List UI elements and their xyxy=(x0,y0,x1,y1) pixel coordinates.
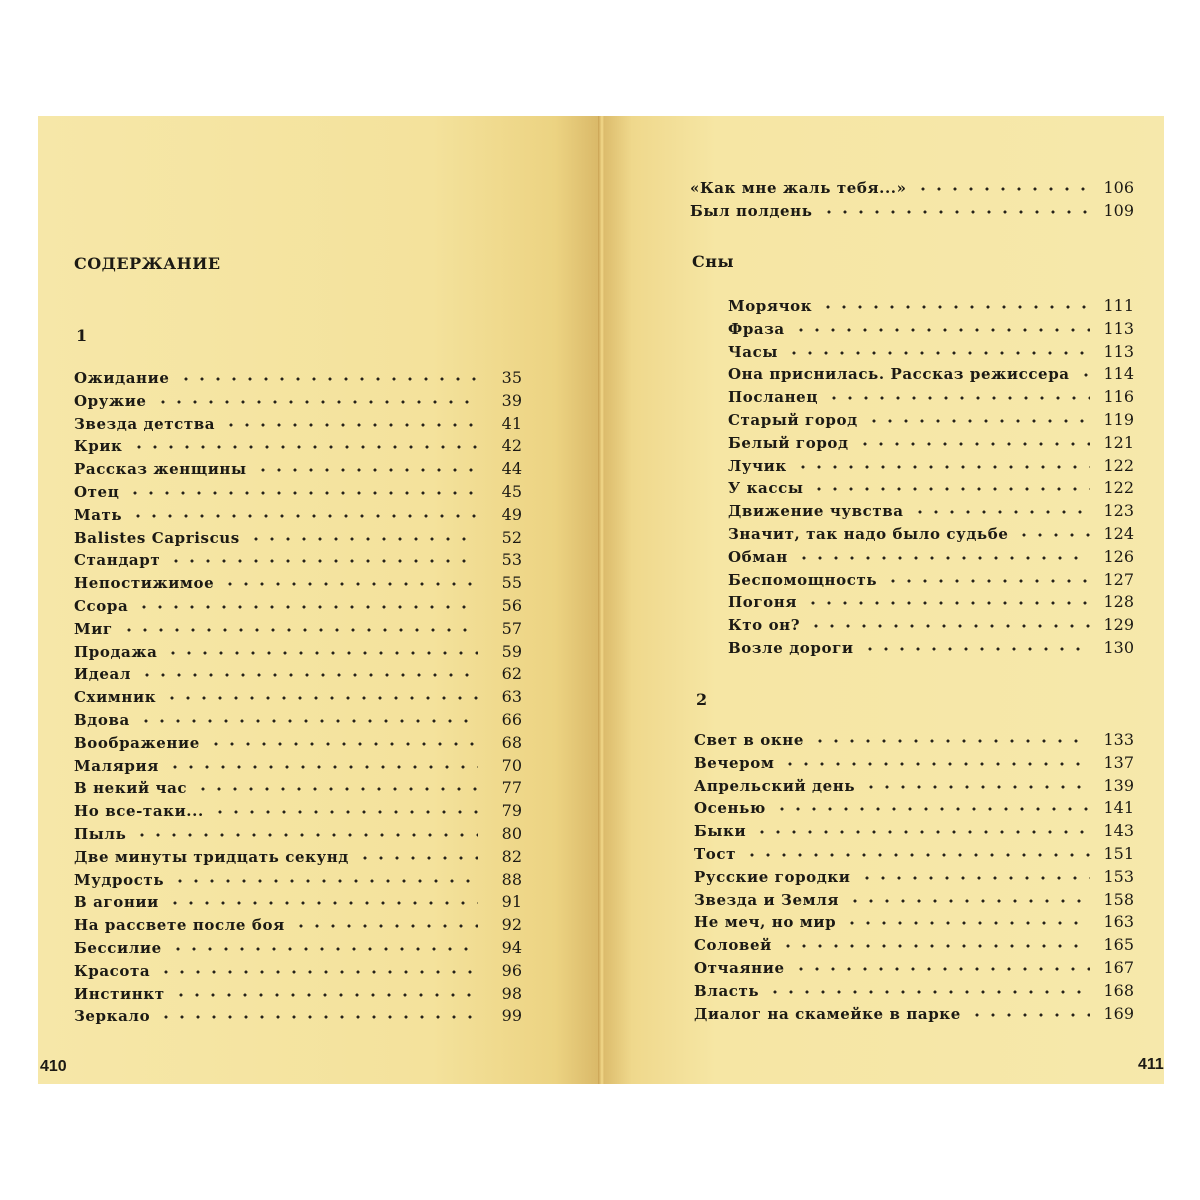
toc-entry-title: Возле дороги xyxy=(728,638,854,657)
toc-entry-page: 143 xyxy=(1103,821,1134,841)
dot-leader xyxy=(222,582,478,586)
toc-entry-title: Две минуты тридцать секунд xyxy=(74,847,349,866)
left-page xyxy=(38,116,600,1084)
toc-entry-title: Но все-таки... xyxy=(74,802,204,821)
toc-entry-title: Крик xyxy=(74,437,123,456)
dot-leader xyxy=(915,187,1090,191)
toc-entry-page: 153 xyxy=(1103,866,1134,886)
dot-leader xyxy=(767,990,1090,994)
contents-heading: СОДЕРЖАНИЕ xyxy=(74,254,221,273)
toc-entry-title: Рассказ женщины xyxy=(74,460,247,479)
toc-entry xyxy=(74,915,522,938)
toc-entry-title: Морячок xyxy=(728,297,813,315)
toc-entry-page: 122 xyxy=(1103,478,1134,498)
toc-entry xyxy=(728,501,1134,524)
toc-entry-title: Движение чувства xyxy=(728,502,904,521)
toc-entry-title: Часы xyxy=(728,342,778,361)
toc-entry xyxy=(74,778,522,801)
toc-entry-title: На рассвете после боя xyxy=(74,916,285,935)
toc-entry xyxy=(694,935,1134,958)
toc-entry-title: В агонии xyxy=(74,893,159,912)
dot-leader xyxy=(812,739,1090,743)
toc-entry-page: 80 xyxy=(501,823,522,843)
toc-entry-title: Зеркало xyxy=(74,1007,151,1026)
toc-entry-page: 116 xyxy=(1103,387,1134,407)
toc-entry-title: Малярия xyxy=(74,756,159,775)
dot-leader xyxy=(820,305,1090,309)
toc-entry-page: 139 xyxy=(1103,775,1134,795)
toc-entry xyxy=(728,615,1134,638)
toc-entry xyxy=(694,981,1134,1004)
dot-leader xyxy=(808,624,1090,628)
dot-leader xyxy=(167,901,478,905)
toc-entry xyxy=(728,524,1134,547)
toc-entry-page: 124 xyxy=(1103,523,1134,543)
toc-entry xyxy=(74,984,522,1007)
dot-leader xyxy=(212,810,478,814)
toc-entry xyxy=(74,436,522,459)
toc-entry-page: 91 xyxy=(501,892,522,912)
toc-entry-page: 133 xyxy=(1103,730,1134,749)
toc-entry-page: 151 xyxy=(1103,843,1134,863)
toc-entry-title: Звезда детства xyxy=(74,414,216,433)
dot-leader xyxy=(139,673,478,677)
toc-entry xyxy=(728,456,1134,479)
toc-entry xyxy=(74,892,522,915)
toc-entry xyxy=(74,961,522,984)
toc-entry-title: Продажа xyxy=(74,642,158,661)
toc-entry xyxy=(74,870,522,893)
dot-leader xyxy=(863,785,1090,789)
toc-entry xyxy=(74,642,522,665)
toc-entry xyxy=(694,753,1134,776)
toc-entry xyxy=(694,730,1134,753)
toc-entry-page: 98 xyxy=(501,983,522,1003)
toc-entry-page: 163 xyxy=(1103,912,1134,932)
toc-entry-page: 94 xyxy=(501,937,522,957)
toc-entry-title: Свет в окне xyxy=(694,731,805,749)
toc-entry-title: Схимник xyxy=(74,688,157,707)
toc-entry-title: Миг xyxy=(74,619,113,638)
toc-entry-title: Посланец xyxy=(728,388,819,407)
dot-leader xyxy=(857,442,1090,446)
dot-leader xyxy=(134,833,478,837)
dot-leader xyxy=(1016,533,1090,537)
toc-entry-title: Диалог на скамейке в парке xyxy=(694,1004,961,1023)
toc-entry-title: Бессилие xyxy=(74,938,162,957)
toc-entry-title: Отчаяние xyxy=(694,958,785,977)
toc-entry xyxy=(74,664,522,687)
toc-entry-title: Беспомощность xyxy=(728,570,878,589)
dot-leader xyxy=(805,601,1090,605)
toc-entry-title: Погоня xyxy=(728,593,798,612)
dot-leader xyxy=(178,377,478,381)
dot-leader xyxy=(165,651,478,655)
toc-entry-page: 168 xyxy=(1103,980,1134,1000)
dot-leader xyxy=(786,351,1090,355)
toc-entry-title: Мать xyxy=(74,505,123,524)
sny-heading: Сны xyxy=(692,252,734,271)
toc-entry-page: 127 xyxy=(1103,569,1134,589)
dot-leader xyxy=(357,856,478,860)
toc-entry-title: Старый город xyxy=(728,410,858,429)
toc-entry-page: 122 xyxy=(1103,455,1134,475)
toc-entry-page: 111 xyxy=(1103,296,1134,315)
toc-entry-title: Красота xyxy=(74,961,151,980)
toc-entry-page: 49 xyxy=(501,504,522,524)
toc-entry xyxy=(728,638,1134,661)
toc-entry-title: Стандарт xyxy=(74,551,161,570)
toc-entry xyxy=(74,710,522,733)
toc-entry-page: 39 xyxy=(501,390,522,410)
dot-leader xyxy=(223,423,478,427)
toc-entry-title: Вдова xyxy=(74,710,130,729)
toc-entry xyxy=(728,319,1134,342)
toc-entry xyxy=(74,938,522,961)
toc-entry-page: 53 xyxy=(501,550,522,570)
toc-entry xyxy=(694,890,1134,913)
toc-entry xyxy=(74,687,522,710)
dot-leader xyxy=(121,628,478,632)
book-spread xyxy=(38,116,1164,1084)
toc-entry-page: 119 xyxy=(1103,409,1134,429)
dot-leader xyxy=(859,876,1090,880)
toc-entry-page: 88 xyxy=(501,869,522,889)
dot-leader xyxy=(255,468,478,472)
toc-entry-page: 35 xyxy=(501,368,522,387)
dot-leader xyxy=(248,537,478,541)
toc-entry-page: 52 xyxy=(501,527,522,547)
toc-entry-title: В некий час xyxy=(74,779,188,798)
toc-entry-page: 56 xyxy=(501,595,522,615)
toc-entry-title: Мудрость xyxy=(74,870,165,889)
toc-entry-title: Власть xyxy=(694,981,760,1000)
dot-leader xyxy=(912,510,1090,514)
toc-entry-title: Был полдень xyxy=(690,201,813,220)
toc-entry-page: 114 xyxy=(1103,364,1134,384)
toc-entry-page: 70 xyxy=(501,755,522,775)
dot-leader xyxy=(774,807,1090,811)
toc-entry-title: Кто он? xyxy=(728,616,801,635)
toc-entry xyxy=(74,573,522,596)
dot-leader xyxy=(136,605,478,609)
toc-entry xyxy=(74,801,522,824)
toc-entry-title: Белый город xyxy=(728,433,849,452)
toc-entry-page: 59 xyxy=(501,641,522,661)
toc-entry-title: Оружие xyxy=(74,391,147,410)
toc-entry-page: 66 xyxy=(501,709,522,729)
toc-entry-page: 113 xyxy=(1103,318,1134,338)
toc-entry-title: Обман xyxy=(728,547,788,566)
dot-leader xyxy=(821,210,1090,214)
toc-entry-page: 128 xyxy=(1103,592,1134,612)
toc-entry-title: Звезда и Земля xyxy=(694,890,840,909)
toc-entry-page: 62 xyxy=(501,664,522,684)
section-2-label: 2 xyxy=(696,690,708,709)
toc-entry-page: 137 xyxy=(1103,752,1134,772)
toc-entry xyxy=(694,844,1134,867)
toc-entry-title: Быки xyxy=(694,822,747,841)
toc-entry xyxy=(74,756,522,779)
dot-leader xyxy=(168,559,478,563)
dot-leader xyxy=(172,879,478,883)
toc-entry xyxy=(74,596,522,619)
toc-entry-page: 92 xyxy=(501,915,522,935)
toc-entry-title: Отец xyxy=(74,482,120,501)
toc-entry-page: 99 xyxy=(501,1006,522,1026)
dot-leader xyxy=(885,579,1090,583)
toc-entry-page: 96 xyxy=(501,960,522,980)
dot-leader xyxy=(293,924,478,928)
toc-entry-page: 165 xyxy=(1103,935,1134,955)
dot-leader xyxy=(155,400,478,404)
section-1-label: 1 xyxy=(76,326,88,345)
dot-leader xyxy=(811,487,1090,491)
toc-entry xyxy=(74,414,522,437)
toc-entry xyxy=(74,1006,522,1029)
toc-entry-title: Ссора xyxy=(74,596,129,615)
toc-entry xyxy=(728,387,1134,410)
toc-entry xyxy=(74,391,522,414)
toc-entry-page: 77 xyxy=(501,778,522,798)
right-page xyxy=(604,116,1164,1084)
page-number-left: 410 xyxy=(40,1058,67,1075)
dot-leader xyxy=(1078,373,1090,377)
toc-entry xyxy=(74,459,522,482)
toc-entry-title: Инстинкт xyxy=(74,984,165,1003)
dot-leader xyxy=(131,445,479,449)
toc-entry-title: Соловей xyxy=(694,936,772,955)
toc-entry-title: Balistes Capriscus xyxy=(74,528,240,547)
toc-entry-title: Идеал xyxy=(74,665,132,684)
toc-entry xyxy=(694,798,1134,821)
dot-leader xyxy=(127,491,478,495)
toc-entry xyxy=(694,776,1134,799)
toc-entry-title: Фраза xyxy=(728,319,785,338)
toc-entry-title: Не меч, но мир xyxy=(694,913,837,932)
toc-entry xyxy=(694,958,1134,981)
toc-entry-title: «Как мне жаль тебя...» xyxy=(690,179,907,197)
toc-entry-page: 41 xyxy=(501,413,522,433)
toc-entry-page: 57 xyxy=(501,618,522,638)
toc-entry-page: 158 xyxy=(1103,889,1134,909)
toc-entry xyxy=(728,410,1134,433)
toc-entry-title: Пыль xyxy=(74,824,127,843)
toc-entry xyxy=(728,547,1134,570)
toc-entry-title: Русские городки xyxy=(694,867,851,886)
toc-entry-page: 55 xyxy=(501,573,522,593)
toc-list-sny xyxy=(728,296,1134,661)
toc-entry xyxy=(728,296,1134,319)
toc-entry-page: 129 xyxy=(1103,615,1134,635)
dot-leader xyxy=(208,742,478,746)
toc-entry-title: Она приснилась. Рассказ режиссера xyxy=(728,365,1070,384)
toc-entry-title: Осенью xyxy=(694,799,766,818)
toc-entry xyxy=(74,528,522,551)
toc-list-section-1 xyxy=(74,368,522,1029)
dot-leader xyxy=(795,465,1090,469)
toc-entry-title: Значит, так надо было судьбе xyxy=(728,524,1009,543)
toc-entry xyxy=(728,478,1134,501)
page-number-right: 411 xyxy=(1138,1056,1164,1073)
toc-entry xyxy=(74,824,522,847)
toc-entry xyxy=(74,550,522,573)
toc-entry-page: 130 xyxy=(1103,637,1134,657)
toc-entry xyxy=(694,1004,1134,1027)
dot-leader xyxy=(847,899,1090,903)
dot-leader xyxy=(173,993,478,997)
dot-leader xyxy=(793,967,1090,971)
toc-entry xyxy=(74,482,522,505)
toc-entry-page: 45 xyxy=(501,481,522,501)
dot-leader xyxy=(793,328,1090,332)
toc-entry-page: 126 xyxy=(1103,546,1134,566)
dot-leader xyxy=(754,830,1090,834)
toc-entry-page: 169 xyxy=(1103,1003,1134,1023)
toc-entry xyxy=(690,201,1134,224)
toc-entry xyxy=(690,178,1134,201)
toc-entry-page: 68 xyxy=(501,732,522,752)
toc-entry-page: 109 xyxy=(1103,200,1134,220)
dot-leader xyxy=(167,765,478,769)
dot-leader xyxy=(170,947,478,951)
toc-entry-title: У кассы xyxy=(728,479,804,498)
toc-entry-title: Апрельский день xyxy=(694,776,856,795)
dot-leader xyxy=(796,556,1090,560)
toc-list-continued xyxy=(690,178,1134,224)
toc-entry-title: Лучик xyxy=(728,456,787,475)
toc-entry xyxy=(728,570,1134,593)
toc-entry xyxy=(694,912,1134,935)
dot-leader xyxy=(826,396,1090,400)
dot-leader xyxy=(744,853,1090,857)
dot-leader xyxy=(782,762,1090,766)
toc-entry-page: 44 xyxy=(501,459,522,479)
toc-entry xyxy=(74,368,522,391)
dot-leader xyxy=(780,944,1090,948)
dot-leader xyxy=(844,921,1090,925)
toc-entry xyxy=(694,821,1134,844)
toc-entry-page: 63 xyxy=(501,687,522,707)
toc-entry-title: Непостижимое xyxy=(74,574,215,593)
dot-leader xyxy=(862,647,1090,651)
toc-entry xyxy=(74,619,522,642)
dot-leader xyxy=(158,970,478,974)
toc-entry-page: 141 xyxy=(1103,798,1134,818)
dot-leader xyxy=(138,719,478,723)
toc-entry-page: 106 xyxy=(1103,178,1134,197)
toc-entry xyxy=(74,505,522,528)
toc-entry-page: 82 xyxy=(501,846,522,866)
toc-entry-page: 79 xyxy=(501,801,522,821)
toc-entry-title: Вечером xyxy=(694,753,775,772)
toc-entry xyxy=(728,364,1134,387)
toc-entry xyxy=(74,733,522,756)
toc-entry xyxy=(728,433,1134,456)
toc-entry-page: 123 xyxy=(1103,501,1134,521)
toc-list-section-2 xyxy=(694,730,1134,1026)
dot-leader xyxy=(164,696,478,700)
toc-entry-title: Воображение xyxy=(74,733,200,752)
dot-leader xyxy=(158,1015,478,1019)
toc-entry xyxy=(74,847,522,870)
toc-entry-page: 121 xyxy=(1103,432,1134,452)
toc-entry-page: 42 xyxy=(501,436,522,456)
dot-leader xyxy=(969,1013,1090,1017)
dot-leader xyxy=(130,514,478,518)
dot-leader xyxy=(866,419,1090,423)
toc-entry-title: Тост xyxy=(694,844,736,863)
toc-entry-page: 113 xyxy=(1103,341,1134,361)
dot-leader xyxy=(195,787,478,791)
toc-entry xyxy=(694,867,1134,890)
toc-entry-page: 167 xyxy=(1103,957,1134,977)
toc-entry-title: Ожидание xyxy=(74,369,170,387)
toc-entry xyxy=(728,592,1134,615)
toc-entry xyxy=(728,342,1134,365)
